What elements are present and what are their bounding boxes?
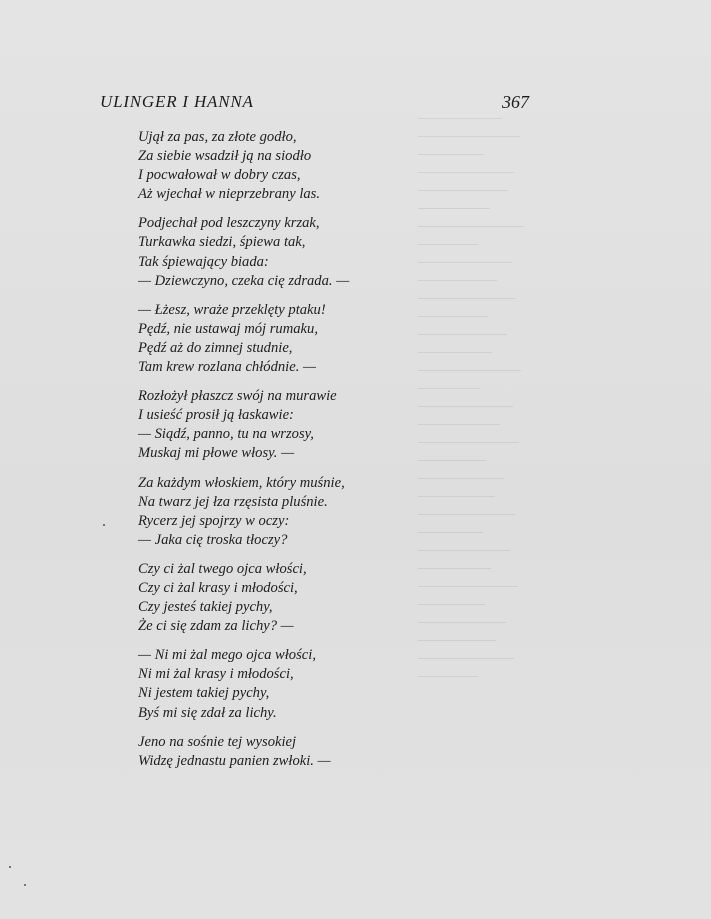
poem-line: — Ni mi żal mego ojca włości, [138, 647, 316, 664]
poem-line: — Siądź, panno, tu na wrzosy, [138, 426, 314, 443]
poem-line: Widzę jednastu panien zwłoki. — [138, 752, 331, 769]
poem-line: Turkawka siedzi, śpiewa tak, [138, 234, 306, 251]
poem-line: Tak śpiewający biada: [138, 253, 269, 270]
poem-line: I usieść prosił ją łaskawie: [138, 407, 294, 424]
poem-line: Ni mi żal krasy i młodości, [138, 666, 294, 683]
poem-line: Za siebie wsadził ją na siodło [138, 148, 312, 165]
poem-line: Że ci się zdam za lichy? — [138, 618, 294, 635]
poem-line: Czy ci żal twego ojca włości, [138, 560, 307, 577]
paper-speck [24, 884, 26, 886]
poem-line: Czy ci żal krasy i młodości, [138, 579, 298, 596]
poem-line: Tam krew rozlana chłódnie. — [138, 359, 316, 376]
poem-stanza [138, 387, 468, 463]
poem-line: Na twarz jej łza rzęsista pluśnie. [138, 493, 328, 510]
poem-line: Ni jestem takiej pychy, [138, 685, 270, 702]
poem-line: — Jaka cię troska tłoczy? [138, 531, 288, 548]
paper-speck [103, 524, 105, 526]
poem-stanza [138, 474, 468, 550]
poem-text [138, 128, 468, 781]
poem-line: Podjechał pod leszczyny krzak, [138, 215, 320, 232]
poem-line: Ujął za pas, za złote godło, [138, 129, 297, 145]
poem-line: Muskaj mi płowe włosy. — [138, 445, 295, 462]
poem-line: Pędź aż do zimnej studnie, [138, 339, 293, 356]
poem-stanza [138, 301, 468, 377]
page-number: 367 [502, 92, 529, 112]
poem-line: — Dziewczyno, czeka cię zdrada. — [138, 272, 350, 289]
poem-line: — Łżesz, wraże przeklęty ptaku! [138, 301, 326, 318]
poem-stanza [138, 128, 468, 204]
poem-stanza [138, 646, 468, 722]
poem-line: Czy jesteś takiej pychy, [138, 599, 273, 616]
page-header [100, 92, 529, 116]
poem-line: Pędź, nie ustawaj mój rumaku, [138, 320, 318, 337]
poem-line: Rozłożył płaszcz swój na murawie [138, 388, 337, 405]
paper-speck [9, 866, 11, 868]
poem-line: Za każdym włoskiem, który muśnie, [138, 474, 345, 491]
poem-stanza [138, 560, 468, 636]
poem-line: Aż wjechał w nieprzebrany las. [138, 186, 321, 203]
poem-line: Rycerz jej spojrzy w oczy: [138, 512, 290, 529]
poem-stanza [138, 214, 468, 290]
poem-line: Byś mi się zdał za lichy. [138, 704, 277, 721]
poem-line: I pocwałował w dobry czas, [138, 167, 301, 184]
poem-stanza [138, 733, 468, 771]
running-head: ULINGER I HANNA [100, 92, 254, 111]
poem-line: Jeno na sośnie tej wysokiej [138, 733, 297, 750]
